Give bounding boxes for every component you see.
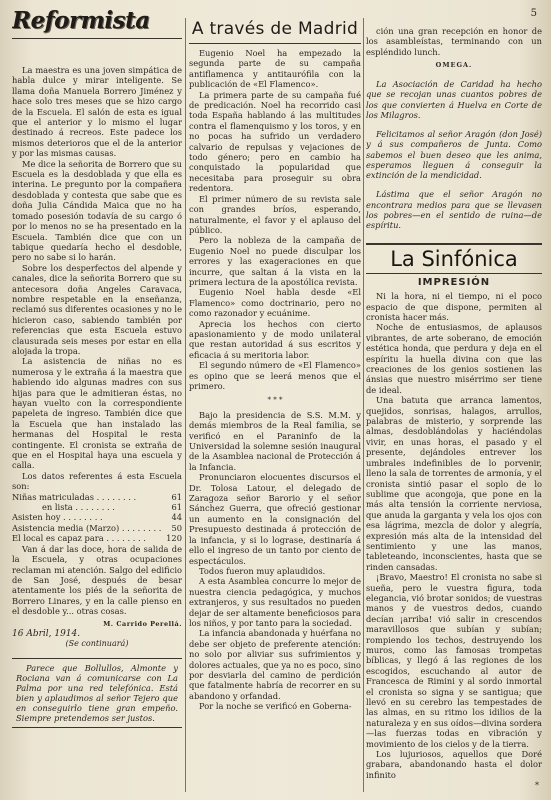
- section-subheading: IMPRESIÓN: [417, 276, 491, 288]
- paragraph: El segundo número de «El Flamenco» es opino que se leerá menos que el primero.: [189, 360, 361, 391]
- author-signature: OMEGA.: [435, 61, 473, 70]
- stat-value: 50: [171, 522, 182, 533]
- italic-paragraph: Felicitamos al señor Aragón (don José) y á sus compañeros de Junta. Como sabemos el buen deseo que les anima, esperamos lleguen á conseguir la extinción de la mendicidad.: [366, 128, 542, 181]
- paragraph: Pero la nobleza de la campaña de Eugenio Noel no puede disculpar los errores y las exageraciones en que incurre, que saltan á la vista en la primera lectura de la apostólica revista.: [189, 235, 361, 287]
- stat-label: Asistencia media (Marzo) . . . . . . . .: [12, 522, 162, 533]
- paragraph: Ni la hora, ni el tiempo, ni el poco espacio de que dispone, permiten al cronista hacer más.: [366, 291, 542, 323]
- paragraph: La maestra es una joven simpática de habla dulce y mirar inteligente. Se llama doña Manuela Borrero Jiménez y hace solo tres meses que se hizo cargo de la Escuela. El salón de esta es igual que el anterior y lo mismo el lugar destinado á recreos. Este padece los mismos deterioros que el de la anterior y por las mismas causas.: [12, 65, 182, 159]
- stat-value: 44: [171, 512, 182, 523]
- stat-row: [12, 492, 182, 502]
- footnote-mark: *: [535, 781, 539, 790]
- paragraph: Aprecia los hechos con cierto apasionamiento y de modo unilateral que restan autoridad á sus escritos y eficacia á su meritoria labor.: [189, 318, 361, 360]
- italic-paragraph: Lástima que el señor Aragón no encontrara medios para que se llevasen los pobres—en el sentido de ruina—de espíritu.: [366, 189, 542, 231]
- signature: M. Carrido Perellá.: [103, 619, 182, 628]
- paragraph: ¡Bravo, Maestro! El cronista no sabe si sueña, pero le vuestra figura, toda elegancia, vió brotar sonidos; de vuestras manos y de vuestros dedos, cuando decían ¡arriba! vió salir in crescendos maravillosos que subían y subían; rompiendo los techos, destruyendo los muros, como las famosas trompetas bíblicas, y llegó á las regiones de los escogidos, escuchando al autor de Francesca de Rimini y al sordo inmortal el cronista so signa y se santigua; que llevó en su cerebro las tempestades de las almas, en su ritmo los idilios de la naturaleza y en sus oídos—divina sordera—las fuerzas todas en vibración y movimiento de los cielos y de la tierra.: [366, 572, 542, 749]
- stat-value: 120: [166, 533, 182, 544]
- column-2: [189, 0, 361, 712]
- paragraph: Todos fueron muy aplaudidos.: [199, 565, 326, 576]
- masthead: Reformista: [12, 8, 182, 39]
- stat-label: en lista . . . . . . . .: [42, 502, 115, 513]
- section-heading: La Sinfónica: [366, 243, 542, 274]
- paragraph: La primera parte de su campaña fué de predicación. Noel ha recorrido casi toda España hablando á las multitudes contra el flamenquismo y los toros, y en no pocas ha sufrido un verdadero calvario de repulsas y vejaciones de todo género; pero en cambio ha conquistado la popularidad que necesitaba para proseguir su obra redentora.: [189, 89, 361, 194]
- column-1: [12, 0, 182, 728]
- paragraph: Eugenio Noel habla desde «El Flamenco» como doctrinario, pero no como razonador y ecuánime.: [189, 287, 361, 319]
- stat-value: 61: [171, 502, 182, 513]
- stat-label: El local es capaz para . . . . . . . .: [12, 533, 146, 544]
- section-heading: A través de Madrid: [189, 18, 361, 44]
- column-rule: [185, 18, 186, 792]
- paragraph: Los datos referentes á esta Escuela son:: [12, 470, 182, 492]
- page-number: 5: [530, 8, 537, 19]
- paragraph: ción una gran recepción en honor de los asambleístas, terminando con un espléndido lunch.: [366, 26, 542, 57]
- paragraph: La infancia abandonada y huérfana no debe ser objeto de preferente atención: no solo por aliviar sus sufrimientos y dolores actuales, que ya no es poco, sino por desviarla del camino de perdición que fatalmente habría de recorrer en su abandono y orfandad.: [189, 628, 361, 701]
- paragraph: Van á dar las doce, hora de salida de la Escuela, y otras ocupaciones reclaman mi atención. Salgo del edificio de San José, después de besar atentamente los piés de la señorita de Borrero Linares, y en la calle pienso en el desdoble y... otras cosas.: [12, 543, 182, 617]
- paragraph: Los lujuriosos, aquellos que Doré grabara, abandonando hasta el dolor infinito: [366, 749, 542, 780]
- stat-row: [12, 523, 182, 533]
- paragraph: La asistencia de niñas no es numerosa y le extraña á la maestra que habiendo ido algunas madres con sus hijas para que le admitieran éstas, no hayan vuelto con la correspondiente papeleta de ingreso. También dice que la Escuela que han instalado las hermanas del Hospital le resta contingente. El cronista se extraña de que en el Hospital haya una escuela y calla.: [12, 356, 182, 471]
- stat-label: Niñas matriculadas . . . . . . . .: [12, 491, 137, 502]
- stat-row: [12, 512, 182, 522]
- paragraph: Me dice la señorita de Borrero que su Escuela es la desdoblada y que ella es interina. Le pregunto por la compañera desdoblada y contesta que sabe que es doña Julia Cándida Maica que no ha tomado posesión todavía de su cargo ó por lo menos no se ha presentado en la Escuela. También dice que con un tabique quedaría hecho el desdoble, pero no sabe si lo harán.: [12, 158, 182, 263]
- paragraph: Bajo la presidencia de S.S. M.M. y demás miembros de la Real familia, se verificó en el Paraninfo de la Universidad la solemne sesión inaugural de la Asamblea nacional de Protección á la Infancia.: [189, 409, 361, 472]
- paragraph: Pronunciaron elocuentes discursos el Dr. Tolosa Latour, el delegado de Zaragoza señor Barorio y el señor Sánchez Guerra, que ofreció gestionar un aumento en la consignación del Presupuesto destinada á protección de la infancia, y si lo lograse, destinaría á ello el ingreso de un tanto por ciento de espectáculos.: [189, 472, 361, 566]
- news-brief: Parece que Bollullos, Almonte y Rociana van á comunicarse con La Palma por una red telefónica. Está bien y aplaudimos al señor Tejero que en conseguirlo tiene gran empeño. Siempre pretendemos ser justos.: [12, 658, 182, 728]
- italic-paragraph: La Asociación de Caridad ha hecho que se recojan unas cuantos pobres de los que convierten á Huelva en Corte de los Milagros.: [366, 78, 542, 121]
- paragraph: A esta Asamblea concurre lo mejor de nuestra ciencia pedagógica, y muchos extranjeros, y sus resultados no pueden dejar de ser altamente beneficiosos para los niños, y por tanto para la sociedad.: [189, 576, 361, 628]
- column-rule: [363, 18, 364, 792]
- paragraph: Eugenio Noel ha empezado la segunda parte de su campaña antiflamenca y antitaurófila con la publicación de «El Flamenco».: [189, 48, 361, 90]
- separator-stars: * * *: [267, 396, 283, 405]
- stat-row: [12, 502, 182, 512]
- continued-note: (Se continuará): [65, 639, 129, 649]
- paragraph: Una batuta que arranca lamentos, quejidos, sonrisas, halagos, arrullos, palabras de misterio, y sorprende las almas, desdoblándolas y haciéndolas vivir, en unas horas, el pasado y el presente, dejándoles entrever los umbrales indefinibles de lo porvenir, lleno la sala de torrentes de armonía, y el cronista sintió pasar el soplo de lo sublime que acongoja, que pone en la más alta tensión la corriente nerviosa, que anuda la garganta y vela los ojos con esa lágrima, mezcla de dolor y alegría, expresión más alta de la intensidad del sentimiento y une las manos, tableteando, inconscientes, hasta que se rinden cansadas.: [366, 395, 542, 572]
- stat-row: [12, 533, 182, 543]
- stat-value: 61: [171, 491, 182, 502]
- stat-label: Asisten hoy . . . . . . . .: [12, 512, 103, 523]
- paragraph: Noche de entusiasmos, de aplausos vibrantes, de arte soberano, de emoción estética honda, que perdura y deja en el espíritu la huella divina con que las creaciones de los genios sostienen las ánsias que nuestro misérrimo ser tiene de ideal.: [366, 322, 542, 395]
- column-3: [366, 0, 542, 780]
- paragraph: Sobre los desperfectos del alpende y canales, dice la señorita Borrero que su antecesora doña Angeles Caravaca, nombre respetable en la enseñanza, reclamó sus diferentes ocasiones y no le hicieron caso, sabiendo también por referencias que esta Escuela estuvo clausurada seis meses por estar en ella alojada la tropa.: [12, 262, 182, 356]
- paragraph: El primer número de su revista sale con grandes bríos, esperando, naturalmente, el favor y el aplauso del público.: [189, 193, 361, 235]
- stats-list: [12, 492, 182, 544]
- paragraph: Por la noche se verificó en Goberna-: [199, 701, 352, 712]
- date: 16 Abril, 1914.: [12, 628, 81, 639]
